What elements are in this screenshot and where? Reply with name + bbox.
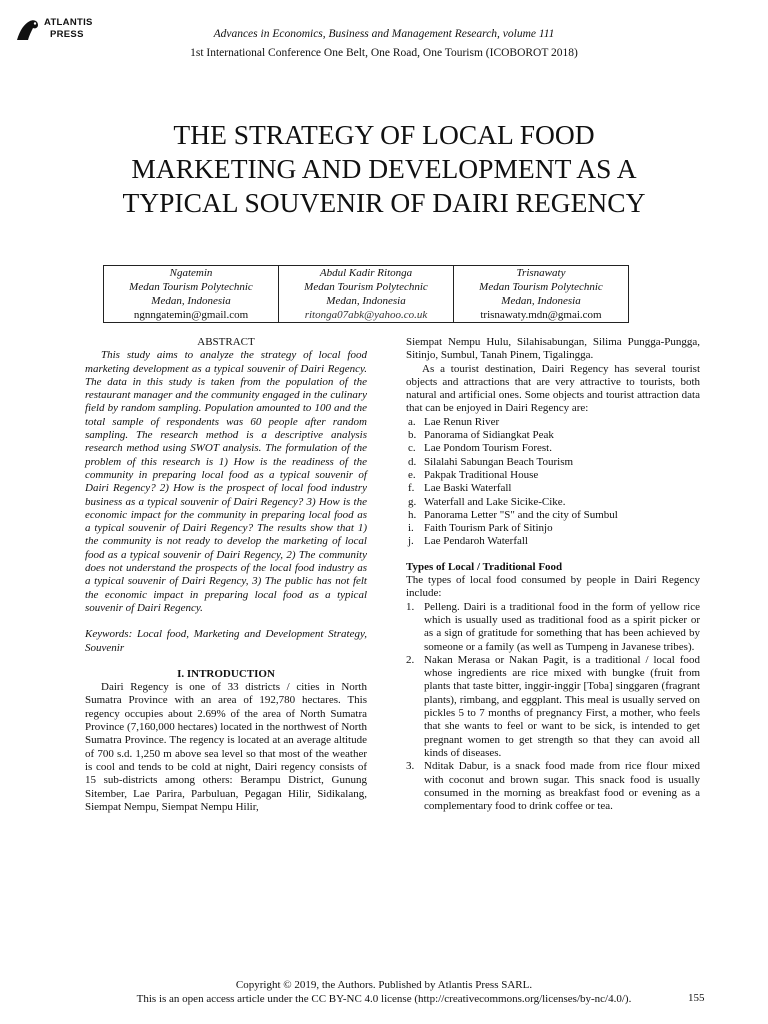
- list-marker: e.: [408, 468, 416, 481]
- list-marker: h.: [408, 508, 417, 521]
- list-item: [406, 760, 700, 813]
- author-name: Ngatemin: [169, 267, 213, 279]
- list-item: [406, 456, 700, 469]
- left-column: [85, 336, 367, 814]
- conference-title: 1st International Conference One Belt, One Road, One Tourism (ICOBOROT 2018): [190, 47, 578, 59]
- list-item: [406, 429, 700, 442]
- author-institution: Medan Tourism Polytechnic: [304, 281, 428, 293]
- list-item-text: Nditak Dabur, is a snack food made from rice flour mixed with coconut and brown sugar. This snack food is usually consumed in the morning as breakfast food or evening as a complementary food to drink coffee or tea.: [424, 760, 700, 813]
- list-item-text: Lae Renun River: [424, 415, 500, 428]
- list-number: 2.: [406, 653, 415, 666]
- food-types-heading: Types of Local / Traditional Food: [406, 560, 563, 573]
- list-item: [406, 416, 700, 429]
- author-email[interactable]: ritonga07abk@yahoo.co.uk: [304, 309, 428, 321]
- list-item-text: Pakpak Traditional House: [424, 468, 539, 481]
- author-table: [103, 265, 629, 323]
- food-types-list: [406, 601, 700, 814]
- list-item-text: Panorama Letter "S" and the city of Sumbul: [424, 508, 618, 521]
- introduction-heading: I. INTRODUCTION: [177, 667, 275, 680]
- list-item: [406, 442, 700, 455]
- list-item-text: Lae Baski Waterfall: [424, 482, 512, 495]
- list-item: [406, 469, 700, 482]
- list-number: 1.: [406, 600, 415, 613]
- author-cell: [104, 266, 279, 323]
- list-marker: g.: [408, 495, 417, 508]
- author-name: Trisnawaty: [516, 267, 566, 279]
- list-item-text: Lae Pendaroh Waterfall: [424, 535, 528, 548]
- series-title: Advances in Economics, Business and Management Research, volume 111: [213, 28, 555, 40]
- list-marker: f.: [408, 482, 415, 495]
- page-number: 155: [688, 992, 705, 1004]
- list-item: [406, 522, 700, 535]
- list-item: [406, 654, 700, 760]
- copyright-line: Copyright © 2019, the Authors. Published by Atlantis Press SARL.: [235, 979, 533, 991]
- author-email[interactable]: trisnawaty.mdn@gmai.com: [480, 309, 602, 321]
- author-institution: Medan Tourism Polytechnic: [129, 281, 253, 293]
- right-column: [406, 336, 700, 813]
- author-institution: Medan Tourism Polytechnic: [479, 281, 603, 293]
- publisher-name-line2: PRESS: [50, 29, 84, 40]
- introduction-paragraph-continued: Siempat Nempu Hulu, Silahisabungan, Silima Pungga-Pungga, Sitinjo, Sumbul, Tanah Pinem, Tigalingga.: [406, 336, 700, 362]
- keywords: Keywords: Local food, Marketing and Development Strategy, Souvenir: [85, 628, 367, 654]
- list-item: [406, 535, 700, 548]
- abstract-text: This study aims to analyze the strategy of local food marketing development as a typical souvenir of Dairi Regency. The data in this study is taken from the population of the restaurant manager and the community engaged in the culinary field by random sampling. Population amounted to 100 and the total sample of respondents was 60 people after random sampling. The research method is a descriptive analysis research method using SWOT analysis. The formulation of the problem of this research is 1) How is the readiness of the community in preparing local food as a typical souvenir of Dairi Regency? 2) How is the prospect of local food industry business as a typical souvenir of Dairi Regency? 3) How is the economic impact for the community in preparing local food as a typical souvenir of Dairi Regency? The results show that 1) the community is not ready to develop the marketing of local food as a typical souvenir of Dairi Regency, 2) The community does not understand the prospects of the local food industry as a typical souvenir of Dairi Regency, 3) The public has not felt the economic impact in preparing local food as a typical souvenir of Dairi Regency.: [85, 349, 367, 614]
- abstract-heading: ABSTRACT: [197, 336, 255, 348]
- author-email[interactable]: ngnngatemin@gmail.com: [133, 309, 249, 321]
- list-marker: d.: [408, 455, 417, 468]
- author-city: Medan, Indonesia: [501, 295, 581, 307]
- introduction-paragraph: As a tourist destination, Dairi Regency has several tourist objects and attractions that are very attractive to tourists, both natural and artificial ones. Some objects and tourist attraction data that can be enjoyed in Dairi Regency are:: [406, 362, 700, 415]
- list-marker: c.: [408, 442, 416, 455]
- list-marker: j.: [408, 535, 414, 548]
- list-item: [406, 509, 700, 522]
- list-marker: i.: [408, 522, 414, 535]
- list-item-text: Pelleng. Dairi is a traditional food in the form of yellow rice which is usually used as traditional food as a spirit picker or as a sign of gratitude for something that has been achieved by someone or a family (as well as Tumpeng in Javanese tribes).: [424, 600, 700, 653]
- tourist-attraction-list: [406, 416, 700, 549]
- license-line: This is an open access article under the CC BY-NC 4.0 license (http://creativecommons.org/licenses/by-nc/4.0/).: [136, 993, 632, 1005]
- publisher-name-line1: ATLANTIS: [44, 17, 93, 28]
- list-item-text: Panorama of Sidiangkat Peak: [424, 429, 554, 442]
- list-marker: a.: [408, 415, 416, 428]
- paper-title: THE STRATEGY OF LOCAL FOOD MARKETING AND DEVELOPMENT AS A TYPICAL SOUVENIR OF DAIRI REGENCY: [122, 119, 646, 218]
- list-item-text: Lae Pondom Tourism Forest.: [424, 442, 552, 455]
- list-item-text: Nakan Merasa or Nakan Pagit, is a traditional / local food whose ingredients are rice mixed with bungke (fruit from plants that taste bitter, inggir-inggir [Toba] singgaren (fragrant plants), rimbang, and eggplant. This meal is usually served on pickles 5 to 7 months of pregnancy First, a mother, who feels that she wants to feel or want to be sick, is intended to get pregnant women to get strength so that they can avoid all kinds of diseases.: [424, 653, 700, 759]
- list-item-text: Faith Tourism Park of Sitinjo: [424, 522, 553, 535]
- list-item-text: Silalahi Sabungan Beach Tourism: [424, 455, 574, 468]
- author-city: Medan, Indonesia: [326, 295, 406, 307]
- author-city: Medan, Indonesia: [151, 295, 231, 307]
- list-number: 3.: [406, 760, 415, 773]
- author-cell: [279, 266, 454, 323]
- footer: [0, 978, 768, 1006]
- introduction-paragraph: Dairi Regency is one of 33 districts / cities in North Sumatra Province with an area of 192,780 hectares. This regency occupies about 2.69% of the area of North Sumatra Province (7,160,000 hectares) located in the northwest of North Sumatra Province. The regency is located at an average altitude of 700 s.d. 1,250 m above sea level so that most of the weather is cool and tends to be cold at night, Dairi regency consists of 15 sub-districts among others: Berampu District, Gunung Sitember, Lae Parira, Parbuluan, Pegagan Hilir, Sidikalang, Siempat Nempu, Siempat Nempu Hilir,: [85, 681, 367, 813]
- author-cell: [454, 266, 629, 323]
- list-marker: b.: [408, 429, 417, 442]
- list-item: [406, 601, 700, 654]
- list-item: [406, 482, 700, 495]
- list-item: [406, 496, 700, 509]
- food-types-intro: The types of local food consumed by people in Dairi Regency include:: [406, 574, 700, 600]
- list-item-text: Waterfall and Lake Sicike-Cike.: [424, 495, 566, 508]
- author-name: Abdul Kadir Ritonga: [319, 267, 413, 279]
